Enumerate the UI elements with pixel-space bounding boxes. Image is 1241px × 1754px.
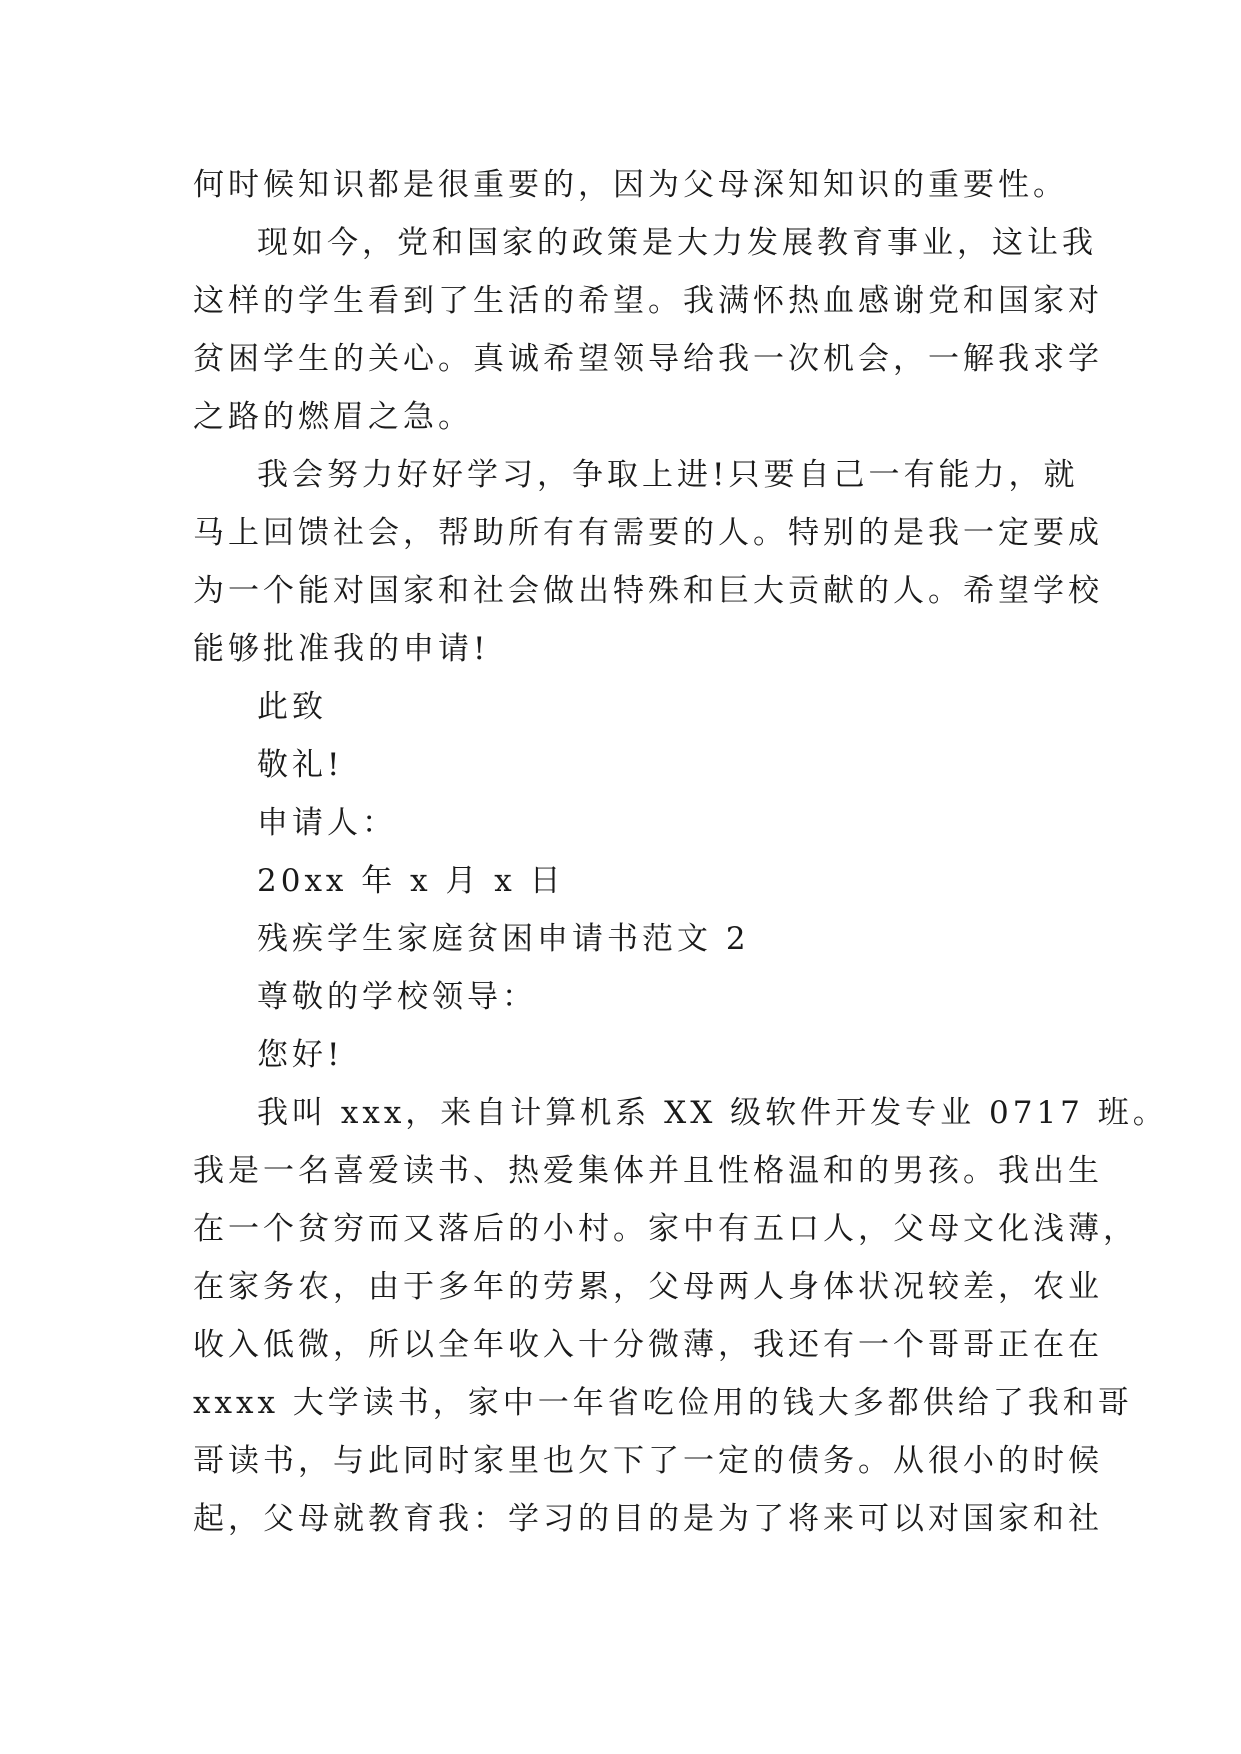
text-line: 现如今，党和国家的政策是大力发展教育事业，这让我 [257,225,1097,261]
text-line: 在家务农，由于多年的劳累，父母两人身体状况较差，农业 [193,1269,1103,1305]
text-line: 何时候知识都是很重要的，因为父母深知知识的重要性。 [193,167,1068,203]
text-line: 这样的学生看到了生活的希望。我满怀热血感谢党和国家对 [193,283,1103,319]
text-line: 马上回馈社会，帮助所有有需要的人。特别的是我一定要成 [193,515,1103,551]
text-line: 我会努力好好学习，争取上进!只要自己一有能力，就 [257,457,1079,493]
text-line: xxxx 大学读书，家中一年省吃俭用的钱大多都供给了我和哥 [193,1385,1133,1421]
closing-salutation: 此致 [257,689,327,725]
applicant-label: 申请人： [257,805,397,841]
text-line: 我是一名喜爱读书、热爱集体并且性格温和的男孩。我出生 [193,1153,1103,1189]
text-line: 哥读书，与此同时家里也欠下了一定的债务。从很小的时候 [193,1443,1103,1479]
section-title: 残疾学生家庭贫困申请书范文 2 [257,921,750,957]
text-line: 我叫 xxx，来自计算机系 XX 级软件开发专业 0717 班。 [257,1095,1168,1131]
text-line: 为一个能对国家和社会做出特殊和巨大贡献的人。希望学校 [193,573,1103,609]
text-line: 能够批准我的申请! [193,631,490,667]
closing-regards: 敬礼! [257,747,344,783]
text-line: 起，父母就教育我：学习的目的是为了将来可以对国家和社 [193,1501,1103,1537]
greeting-hello: 您好! [257,1037,344,1073]
letter-body [193,156,1168,1548]
text-line: 贫困学生的关心。真诚希望领导给我一次机会，一解我求学 [193,341,1103,377]
text-line: 之路的燃眉之急。 [193,399,473,435]
text-line: 在一个贫穷而又落后的小村。家中有五口人，父母文化浅薄， [193,1211,1138,1247]
date-line: 20xx 年 x 月 x 日 [257,863,565,899]
greeting-line: 尊敬的学校领导： [257,979,537,1015]
text-line: 收入低微，所以全年收入十分微薄，我还有一个哥哥正在在 [193,1327,1103,1363]
